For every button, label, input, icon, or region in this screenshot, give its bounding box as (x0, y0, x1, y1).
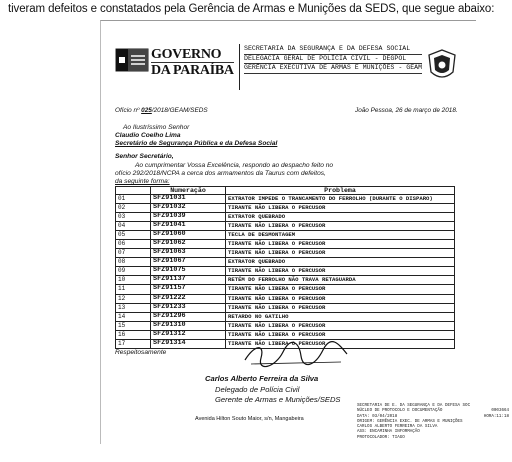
row-index: 15 (116, 321, 151, 330)
problem-description: RETARDO NO GATILHO (226, 312, 455, 321)
row-index: 14 (116, 312, 151, 321)
problem-description: TIRANTE NÃO LIBERA O PERCUSOR (226, 240, 455, 249)
org-line: SECRETARIA DA SEGURANÇA E DA DEFESA SOCIAL (244, 45, 422, 55)
row-index: 05 (116, 231, 151, 240)
row-index: 02 (116, 204, 151, 213)
footer-address: Avenida Hilton Souto Maior, s/n, Mangabeira (195, 416, 304, 422)
serial-number: SFZ91062 (151, 240, 226, 249)
oficio-prefix: Ofício nº (115, 107, 142, 114)
intro-caption: tiveram defeitos e constatados pela Gerência de Armas e Munições da SEDS, que segue abaixo: (8, 3, 495, 15)
row-index: 06 (116, 240, 151, 249)
problem-description: TIRANTE NÃO LIBERA O PERCUSOR (226, 249, 455, 258)
recipient-name: Claudio Coelho Lima (115, 132, 181, 139)
signer-unit: Gerente de Armas e Munições/SEDS (215, 395, 341, 404)
signer-name: Carlos Alberto Ferreira da Silva (205, 374, 319, 383)
serial-number: SFZ91310 (151, 321, 226, 330)
row-index: 17 (116, 339, 151, 348)
body-line-2: ofício 292/2018/NCPA a cerca dos armamentos da Taurus com defeitos, (115, 170, 326, 177)
row-index: 08 (116, 258, 151, 267)
letter-date: João Pessoa, 26 de março de 2018. (355, 107, 458, 114)
table-row (116, 285, 455, 294)
serial-number: SFZ91312 (151, 330, 226, 339)
table-row (116, 303, 455, 312)
problem-description: EXTRATOR IMPEDE O TRANCAMENTO DO FERROLHO (DURANTE O DISPARO) (226, 195, 455, 204)
gov-title-line1: GOVERNO (151, 47, 222, 62)
oficio-number: 025 (141, 107, 152, 114)
problem-description: TIRANTE NÃO LIBERA O PERCUSOR (226, 330, 455, 339)
problem-description: TIRANTE NÃO LIBERA O PERCUSOR (226, 204, 455, 213)
stamp-time: HORA:11:18 (483, 414, 509, 419)
serial-number: SFZ91137 (151, 276, 226, 285)
stamp-line: ORIGEM: GERÊNCIA EXEC. DE ARMAS E MUNIÇÕES (357, 419, 463, 424)
police-badge-icon (426, 48, 458, 84)
scanned-letter (100, 20, 509, 444)
org-line: GERÊNCIA EXECUTIVA DE ARMAS E MUNIÇÕES - GEAM (244, 64, 422, 74)
gov-title-line2: DA PARAÍBA (151, 63, 234, 78)
serial-number: SFZ91157 (151, 285, 226, 294)
stamp-line: SECRETARIA DE E. DA SEGURANÇA E DA DEFESA SOC (357, 404, 471, 408)
header-divider (239, 44, 240, 90)
problem-description: EXTRATOR QUEBRADO (226, 258, 455, 267)
table-row (116, 294, 455, 303)
body-line-3: da seguinte forma: (115, 178, 170, 185)
row-index: 04 (116, 222, 151, 231)
defect-table (115, 186, 455, 349)
problem-description: TIRANTE NÃO LIBERA O PERCUSOR (226, 294, 455, 303)
org-block (244, 45, 422, 74)
problem-description: TIRANTE NÃO LIBERA O PERCUSOR (226, 285, 455, 294)
stamp-number: 0003664 (491, 409, 509, 414)
serial-number: SFZ91067 (151, 258, 226, 267)
serial-number: SFZ91314 (151, 339, 226, 348)
serial-number: SFZ91041 (151, 222, 226, 231)
problem-description: EXTRATOR QUEBRADO (226, 213, 455, 222)
serial-number: SFZ91031 (151, 195, 226, 204)
serial-number: SFZ91296 (151, 312, 226, 321)
stamp-line: PROTOCOLADOR: TIAGO (357, 435, 405, 440)
greeting: Senhor Secretário, (115, 153, 174, 160)
problem-description: TIRANTE NÃO LIBERA O PERCUSOR (226, 339, 455, 348)
org-line: DELEGACIA GERAL DE POLÍCIA CIVIL - DEGPOL (244, 55, 422, 65)
salutation: Ao Ilustríssimo Senhor (123, 124, 190, 131)
row-index: 16 (116, 330, 151, 339)
serial-number: SFZ91032 (151, 204, 226, 213)
row-index: 03 (116, 213, 151, 222)
table-row (116, 312, 455, 321)
row-index: 07 (116, 249, 151, 258)
serial-number: SFZ91063 (151, 249, 226, 258)
row-index: 10 (116, 276, 151, 285)
row-index: 13 (116, 303, 151, 312)
table-row (116, 321, 455, 330)
header-numeracao: Numeração (151, 187, 226, 195)
stamp-line: CARLOS ALBERTO FERREIRA DA SILVA (357, 425, 438, 430)
serial-number: SFZ91060 (151, 231, 226, 240)
serial-number: SFZ91222 (151, 294, 226, 303)
stamp-line: ASS: ENCAMINHA INFORMAÇÃO (357, 430, 420, 435)
problem-description: TIRANTE NÃO LIBERA O PERCUSOR (226, 267, 455, 276)
problem-description: TECLA DE DESMONTAGEM (226, 231, 455, 240)
recipient-title: Secretário de Segurança Pública e da Defesa Social (115, 140, 278, 147)
serial-number: SFZ91039 (151, 213, 226, 222)
row-index: 12 (116, 294, 151, 303)
problem-description: RETÉM DO FERROLHO NÃO TRAVA RETAGUARDA (226, 276, 455, 285)
row-index: 11 (116, 285, 151, 294)
signer-role: Delegado de Polícia Civil (215, 385, 300, 394)
row-index: 09 (116, 267, 151, 276)
handwritten-signature (241, 338, 351, 370)
body-line-1: Ao cumprimentar Vossa Excelência, respondo ao despacho feito no (135, 162, 334, 169)
header-index (116, 187, 151, 195)
problem-description: TIRANTE NÃO LIBERA O PERCUSOR (226, 321, 455, 330)
stamp-date: DATA: 03/04/2018 (357, 414, 398, 419)
problem-description: TIRANTE NÃO LIBERA O PERCUSOR (226, 303, 455, 312)
serial-number: SFZ91075 (151, 267, 226, 276)
oficio-reference (115, 107, 208, 114)
stamp-line: NÚCLEO DE PROTOCOLO E DOCUMENTAÇÃO (357, 409, 443, 414)
problem-description: TIRANTE NÃO LIBERA O PERCUSOR (226, 222, 455, 231)
state-flag-logo-icon (115, 45, 149, 75)
serial-number: SFZ91233 (151, 303, 226, 312)
closing: Respeitosamente (115, 349, 167, 356)
row-index: 01 (116, 195, 151, 204)
header-problema: Problema (226, 187, 455, 195)
oficio-suffix: /2018/GEAM/SEDS (151, 107, 208, 114)
protocol-stamp (357, 404, 509, 462)
